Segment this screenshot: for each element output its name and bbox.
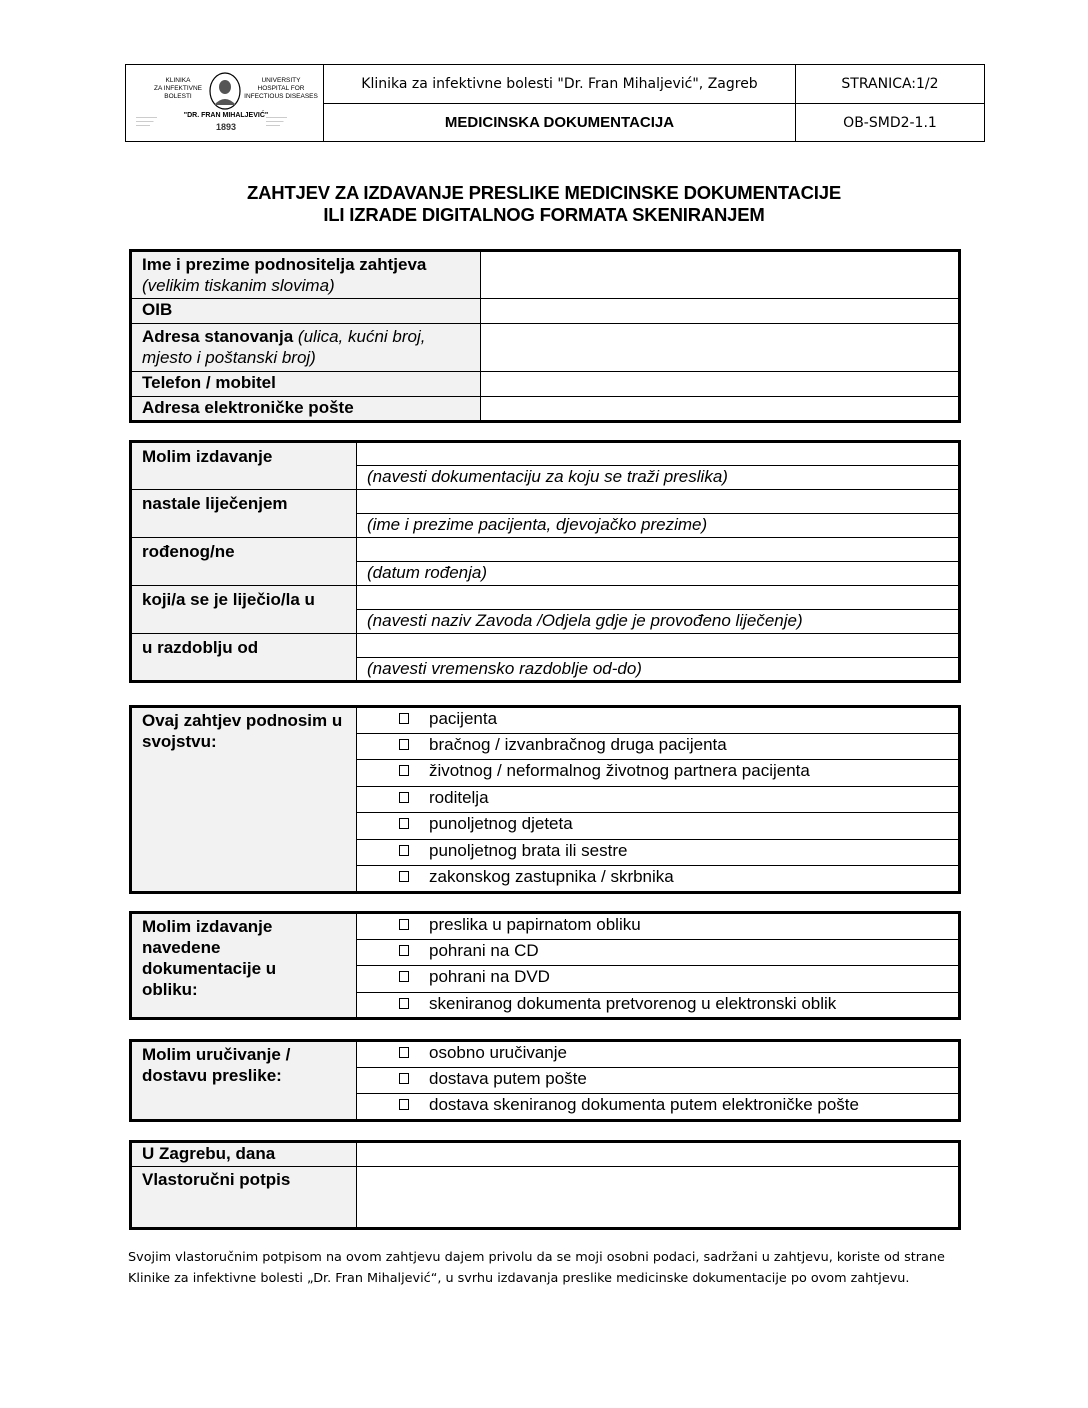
email-field[interactable] [481, 397, 960, 422]
checkbox-icon[interactable] [399, 998, 409, 1009]
capacity-option[interactable]: pacijenta [357, 707, 960, 734]
request-row-hint: (navesti dokumentaciju za koju se traži preslika) [357, 466, 960, 490]
checkbox-icon[interactable] [399, 1047, 409, 1058]
checkbox-icon[interactable] [399, 739, 409, 750]
request-row-field[interactable] [357, 490, 960, 514]
delivery-label: Molim uručivanje / dostavu preslike: [131, 1041, 357, 1121]
format-option[interactable]: preslika u papirnatom obliku [357, 913, 960, 940]
phone-label: Telefon / mobitel [131, 372, 481, 397]
oib-field[interactable] [481, 299, 960, 324]
format-option[interactable]: skeniranog dokumenta pretvorenog u elektronski oblik [357, 992, 960, 1019]
date-field[interactable] [357, 1142, 960, 1167]
request-row-label: koji/a se je liječio/la u [131, 586, 357, 634]
checkbox-icon[interactable] [399, 818, 409, 829]
logo-address-right: —————— ————— ———— [266, 115, 287, 127]
capacity-table [129, 705, 961, 894]
request-row-label: Molim izdavanje [131, 442, 357, 490]
checkbox-icon[interactable] [399, 845, 409, 856]
request-row-field[interactable] [357, 538, 960, 562]
phone-field[interactable] [481, 372, 960, 397]
format-table [129, 911, 961, 1020]
checkbox-icon[interactable] [399, 713, 409, 724]
request-row-hint: (navesti vremensko razdoblje od-do) [357, 658, 960, 682]
request-row-label: nastale liječenjem [131, 490, 357, 538]
date-label: U Zagrebu, dana [131, 1142, 357, 1167]
address-label: Adresa stanovanja (ulica, kućni broj, mjesto i poštanski broj) [131, 324, 481, 372]
capacity-option[interactable]: bračnog / izvanbračnog druga pacijenta [357, 733, 960, 760]
checkbox-icon[interactable] [399, 792, 409, 803]
request-row-label: rođenog/ne [131, 538, 357, 586]
capacity-option[interactable]: punoljetnog djeteta [357, 813, 960, 840]
signature-label: Vlastoručni potpis [131, 1167, 357, 1229]
format-label: Molim izdavanje navedene dokumentacije u obliku: [131, 913, 357, 1019]
document-header [125, 64, 985, 142]
format-option[interactable]: pohrani na CD [357, 939, 960, 966]
address-field[interactable] [481, 324, 960, 372]
logo-address-left: —————— ————— ———— [136, 115, 157, 127]
checkbox-icon[interactable] [399, 765, 409, 776]
request-row-hint: (navesti naziv Zavoda /Odjela gdje je provođeno liječenje) [357, 610, 960, 634]
logo-name: "DR. FRAN MIHALJEVIĆ" [183, 112, 269, 119]
request-row-field[interactable] [357, 442, 960, 466]
delivery-option[interactable]: dostava skeniranog dokumenta putem elektroničke pošte [357, 1094, 960, 1121]
delivery-option[interactable]: osobno uručivanje [357, 1041, 960, 1068]
capacity-option[interactable]: punoljetnog brata ili sestre [357, 839, 960, 866]
capacity-label: Ovaj zahtjev podnosim u svojstvu: [131, 707, 357, 893]
checkbox-icon[interactable] [399, 1073, 409, 1084]
delivery-table [129, 1039, 961, 1122]
signature-table [129, 1140, 961, 1230]
logo-year: 1893 [215, 122, 237, 132]
capacity-option[interactable]: životnog / neformalnog životnog partnera pacijenta [357, 760, 960, 787]
request-row-field[interactable] [357, 634, 960, 658]
request-table [129, 440, 961, 683]
capacity-option[interactable]: roditelja [357, 786, 960, 813]
signature-field[interactable] [357, 1167, 960, 1229]
email-label: Adresa elektroničke pošte [131, 397, 481, 422]
form-title: ZAHTJEV ZA IZDAVANJE PRESLIKE MEDICINSKE DOKUMENTACIJE ILI IZRADE DIGITALNOG FORMATA SKENIRANJEM [247, 182, 841, 225]
document-code: OB-SMD2-1.1 [843, 115, 937, 131]
section-title: MEDICINSKA DOKUMENTACIJA [324, 104, 796, 142]
request-row-hint: (datum rođenja) [357, 562, 960, 586]
hospital-logo [126, 65, 324, 141]
request-row-hint: (ime i prezime pacijenta, djevojačko prezime) [357, 514, 960, 538]
applicant-table [129, 249, 961, 423]
consent-footnote: Svojim vlastoručnim potpisom na ovom zahtjevu dajem privolu da se moji osobni podaci, sadržani u zahtjevu, koriste od strane Klinike za infektivne bolesti „Dr. Fran Mihaljević“, u svrhu izdavanja preslike medicinske dokumentacije po ovom zahtjevu. [128, 1250, 945, 1286]
format-option[interactable]: pohrani na DVD [357, 966, 960, 993]
applicant-name-label: Ime i prezime podnositelja zahtjeva (velikim tiskanim slovima) [131, 251, 481, 299]
logo-left-text: KLINIKA ZA INFEKTIVNE BOLESTI [153, 77, 203, 100]
logo-right-text: UNIVERSITY HOSPITAL FOR INFECTIOUS DISEASES [244, 77, 318, 100]
checkbox-icon[interactable] [399, 919, 409, 930]
checkbox-icon[interactable] [399, 1099, 409, 1110]
delivery-option[interactable]: dostava putem pošte [357, 1067, 960, 1094]
oib-label: OIB [131, 299, 481, 324]
checkbox-icon[interactable] [399, 971, 409, 982]
capacity-option[interactable]: zakonskog zastupnika / skrbnika [357, 866, 960, 893]
checkbox-icon[interactable] [399, 871, 409, 882]
institution-name: Klinika za infektivne bolesti "Dr. Fran Mihaljević", Zagreb [324, 65, 796, 104]
checkbox-icon[interactable] [399, 945, 409, 956]
portrait-icon [208, 71, 242, 111]
page-number: STRANICA:1/2 [796, 65, 984, 104]
request-row-label: u razdoblju od [131, 634, 357, 682]
request-row-field[interactable] [357, 586, 960, 610]
applicant-name-field[interactable] [481, 251, 960, 299]
